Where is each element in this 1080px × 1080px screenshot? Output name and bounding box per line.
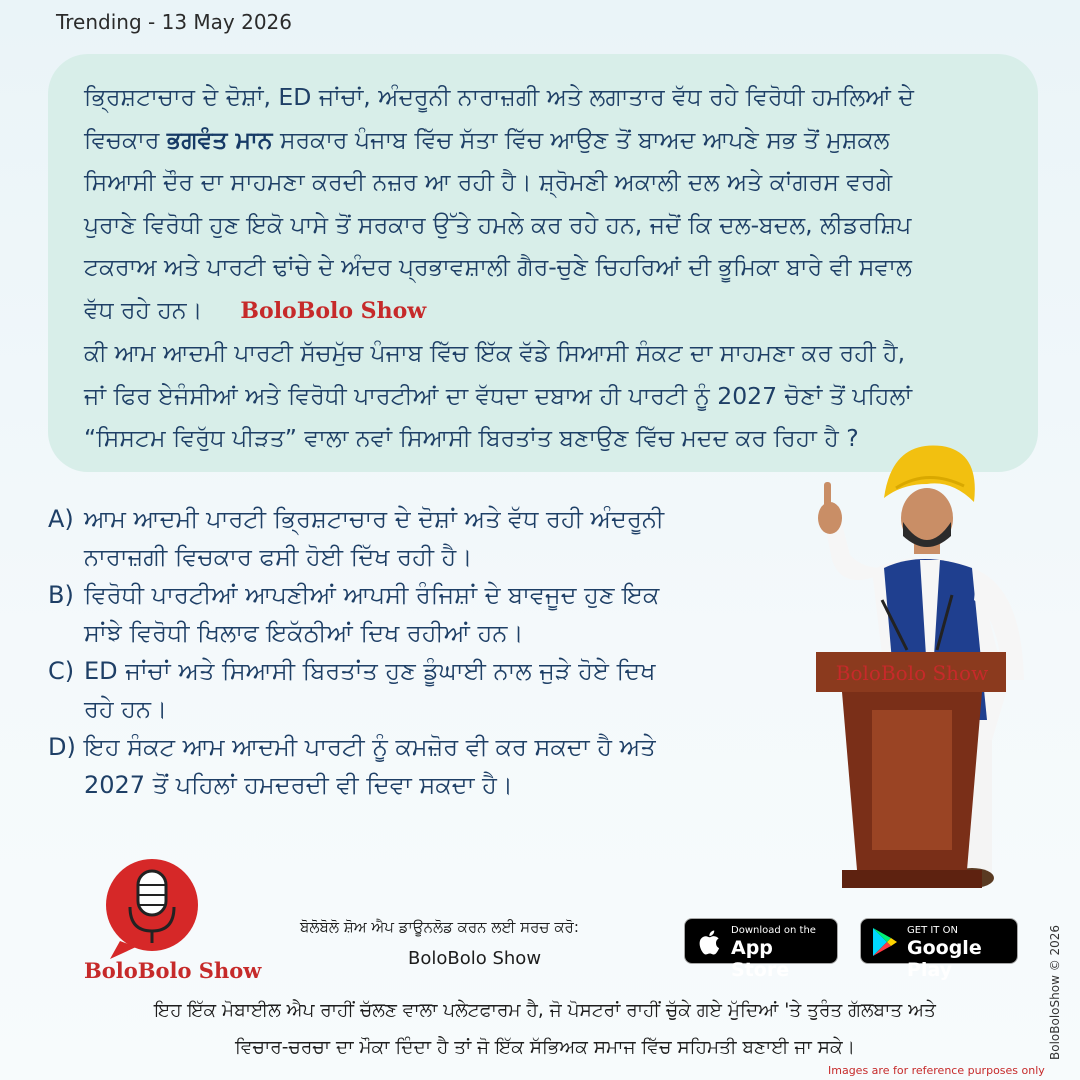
trending-date: Trending - 13 May 2026 <box>56 10 293 34</box>
app-store-button[interactable] <box>684 918 838 981</box>
option-line: ਆਮ ਆਦਮੀ ਪਾਰਟੀ ਭ੍ਰਿਸ਼ਟਾਚਾਰ ਦੇ ਦੋਸ਼ਾਂ ਅਤੇ ਵੱਧ ਰਹੀ ਅੰਦਰੂਨੀ <box>84 505 665 533</box>
logo-text: BoloBolo Show <box>84 958 262 983</box>
option-d[interactable] <box>48 728 788 804</box>
option-letter: B) <box>48 581 74 609</box>
search-instruction: ਬੋਲੋਬੋਲੋ ਸ਼ੋਅ ਐਪ ਡਾਊਨਲੋਡ ਕਰਨ ਲਈ ਸਰਚ ਕਰੋ: <box>300 918 579 936</box>
option-letter: D) <box>48 733 76 761</box>
google-play-icon <box>871 927 899 957</box>
option-text <box>84 500 788 576</box>
footer-line: ਇਹ ਇੱਕ ਮੋਬਾਈਲ ਐਪ ਰਾਹੀਂ ਚੱਲਣ ਵਾਲਾ ਪਲੇਟਫਾਰਮ ਹੈ, ਜੋ ਪੋਸਟਰਾਂ ਰਾਹੀਂ ਚੁੱਕੇ ਗਏ ਮੁੱਦਿਆਂ 'ਤੇ ਤੁਰੰਤ ਗੱਲਬਾਤ ਅਤੇ <box>154 1000 936 1021</box>
option-letter: C) <box>48 657 75 685</box>
card-text: ਵਿਚਕਾਰ <box>84 125 167 154</box>
option-letter: A) <box>48 505 74 533</box>
option-line: ED ਜਾਂਚਾਂ ਅਤੇ ਸਿਆਸੀ ਬਿਰਤਾਂਤ ਹੁਣ ਡੂੰਘਾਈ ਨਾਲ ਜੁੜੇ ਹੋਏ ਦਿਖ <box>84 657 656 685</box>
appstore-small-label: Download on the <box>731 925 816 936</box>
card-text: ਵੱਧ ਰਹੇ ਹਨ। <box>84 295 203 324</box>
speaker-illustration <box>802 440 1042 900</box>
card-line: ਭ੍ਰਿਸ਼ਟਾਚਾਰ ਦੇ ਦੋਸ਼ਾਂ, ED ਜਾਂਚਾਂ, ਅੰਦਰੂਨੀ ਨਾਰਾਜ਼ਗੀ ਅਤੇ ਲਗਾਤਾਰ ਵੱਧ ਰਹੇ ਵਿਰੋਧੀ ਹਮਲਿਆਂ ਦੇ <box>84 83 914 111</box>
google-play-button[interactable] <box>860 918 1018 981</box>
search-term: BoloBolo Show <box>408 948 542 969</box>
option-text <box>84 576 788 652</box>
option-text <box>84 652 788 728</box>
gplay-small-label: GET IT ON <box>907 925 958 936</box>
highlighted-name: ਭਗਵੰਤ ਮਾਨ <box>166 125 273 154</box>
option-line: ਨਾਰਾਜ਼ਗੀ ਵਿਚਕਾਰ ਫਸੀ ਹੋਈ ਦਿੱਖ ਰਹੀ ਹੈ। <box>84 543 473 571</box>
option-line: ਇਹ ਸੰਕਟ ਆਮ ਆਦਮੀ ਪਾਰਟੀ ਨੂੰ ਕਮਜ਼ੋਰ ਵੀ ਕਰ ਸਕਦਾ ਹੈ ਅਤੇ <box>84 733 656 761</box>
appstore-label: App Store <box>731 937 790 981</box>
card-line <box>84 289 1002 333</box>
answer-options <box>48 500 788 804</box>
watermark-text: BoloBolo Show <box>240 297 427 324</box>
card-line: ਸਿਆਸੀ ਦੌਰ ਦਾ ਸਾਹਮਣਾ ਕਰਦੀ ਨਜ਼ਰ ਆ ਰਹੀ ਹੈ। ਸ਼੍ਰੋਮਣੀ ਅਕਾਲੀ ਦਲ ਅਤੇ ਕਾਂਗਰਸ ਵਰਗੇ <box>84 168 893 196</box>
option-c[interactable] <box>48 652 788 728</box>
question-line: ਕੀ ਆਮ ਆਦਮੀ ਪਾਰਟੀ ਸੱਚਮੁੱਚ ਪੰਜਾਬ ਵਿੱਚ ਇੱਕ ਵੱਡੇ ਸਿਆਸੀ ਸੰਕਟ ਦਾ ਸਾਹਮਣਾ ਕਰ ਰਹੀ ਹੈ, <box>84 339 906 367</box>
option-line: ਵਿਰੋਧੀ ਪਾਰਟੀਆਂ ਆਪਣੀਆਂ ਆਪਸੀ ਰੰਜਿਸ਼ਾਂ ਦੇ ਬਾਵਜੂਦ ਹੁਣ ਇਕ <box>84 581 660 609</box>
apple-icon <box>697 927 723 957</box>
option-a[interactable] <box>48 500 788 576</box>
reference-disclaimer: Images are for reference purposes only <box>828 1064 1045 1077</box>
option-line: ਰਹੇ ਹਨ। <box>84 695 168 723</box>
card-line <box>84 119 1002 162</box>
question-card <box>48 54 1038 472</box>
copyright-credit: BoloBoloShow © 2026 <box>1048 924 1062 1060</box>
card-text: ਸਰਕਾਰ ਪੰਜਾਬ ਵਿੱਚ ਸੱਤਾ ਵਿੱਚ ਆਉਣ ਤੋਂ ਬਾਅਦ ਆਪਣੇ ਸਭ ਤੋਂ ਮੁਸ਼ਕਲ <box>272 125 890 154</box>
podium-panel <box>872 710 952 850</box>
option-text <box>84 728 788 804</box>
card-line: ਟਕਰਾਅ ਅਤੇ ਪਾਰਟੀ ਢਾਂਚੇ ਦੇ ਅੰਦਰ ਪ੍ਰਭਾਵਸ਼ਾਲੀ ਗੈਰ-ਚੁਣੇ ਚਿਹਰਿਆਂ ਦੀ ਭੂਮਿਕਾ ਬਾਰੇ ਵੀ ਸਵਾਲ <box>84 253 912 281</box>
microphone-icon <box>138 871 166 915</box>
question-line: “ਸਿਸਟਮ ਵਿਰੁੱਧ ਪੀੜਤ” ਵਾਲਾ ਨਵਾਂ ਸਿਆਸੀ ਬਿਰਤਾਂਤ ਬਣਾਉਣ ਵਿੱਚ ਮਦਦ ਕਰ ਰਿਹਾ ਹੈ ? <box>84 424 859 452</box>
footer-line: ਵਿਚਾਰ-ਚਰਚਾ ਦਾ ਮੌਕਾ ਦਿੰਦਾ ਹੈ ਤਾਂ ਜੋ ਇੱਕ ਸੱਭਿਅਕ ਸਮਾਜ ਵਿੱਚ ਸਹਿਮਤੀ ਬਣਾਈ ਜਾ ਸਕੇ। <box>234 1037 856 1058</box>
card-line: ਪੁਰਾਣੇ ਵਿਰੋਧੀ ਹੁਣ ਇਕੋ ਪਾਸੇ ਤੋਂ ਸਰਕਾਰ ਉੱਤੇ ਹਮਲੇ ਕਰ ਰਹੇ ਹਨ, ਜਦੋਂ ਕਿ ਦਲ-ਬਦਲ, ਲੀਡਰਸ਼ਿਪ <box>84 210 912 239</box>
option-b[interactable] <box>48 576 788 652</box>
option-line: ਸਾਂਝੇ ਵਿਰੋਧੀ ਖਿਲਾਫ ਇਕੱਠੀਆਂ ਦਿਖ ਰਹੀਆਂ ਹਨ। <box>84 619 524 647</box>
option-line: 2027 ਤੋਂ ਪਹਿਲਾਂ ਹਮਦਰਦੀ ਵੀ ਦਿਵਾ ਸਕਦਾ ਹੈ। <box>84 771 513 799</box>
question-line: ਜਾਂ ਫਿਰ ਏਜੰਸੀਆਂ ਅਤੇ ਵਿਰੋਧੀ ਪਾਰਟੀਆਂ ਦਾ ਵੱਧਦਾ ਦਬਾਅ ਹੀ ਪਾਰਟੀ ਨੂੰ 2027 ਚੋਣਾਂ ਤੋਂ ਪਹਿਲਾਂ <box>84 381 912 410</box>
footer-description <box>60 992 1030 1066</box>
podium-label: BoloBolo Show <box>835 661 989 685</box>
gplay-label: Google Play <box>907 937 982 981</box>
podium-base <box>842 870 982 888</box>
pointing-finger <box>824 482 831 512</box>
